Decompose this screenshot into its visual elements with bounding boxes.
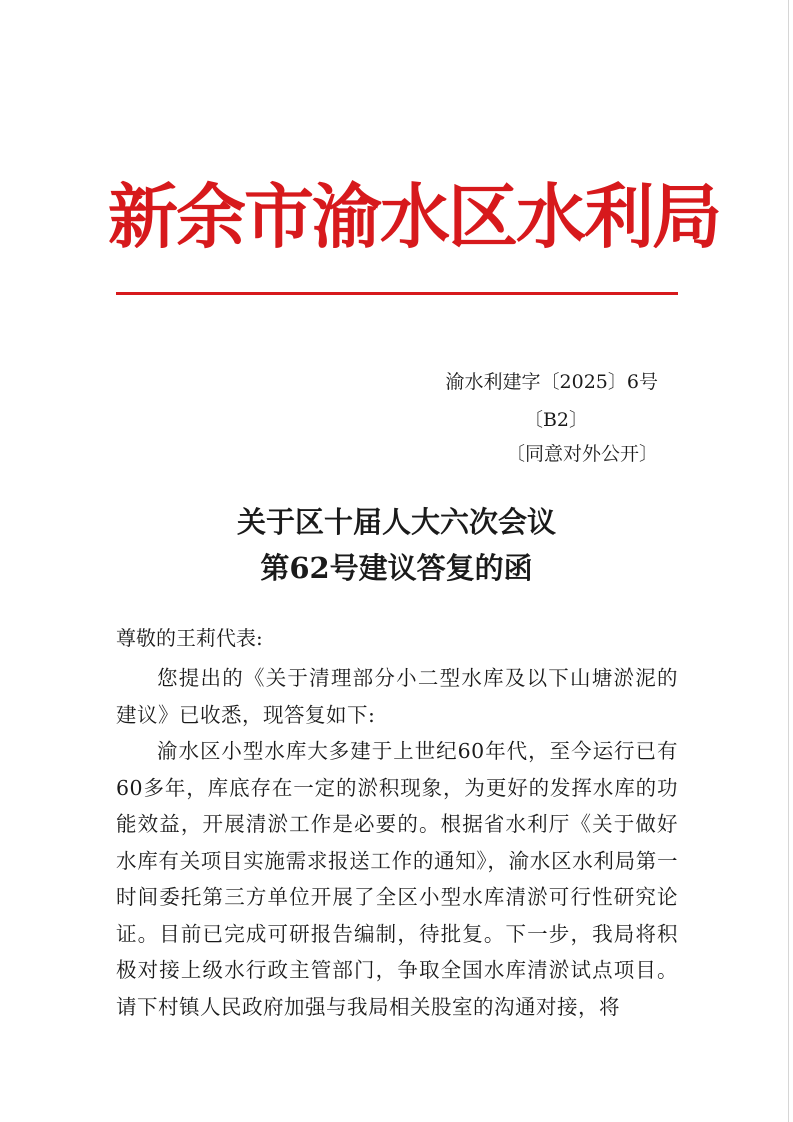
letterhead-red-rule [116,292,678,295]
letter-title-line-2: 第62号建议答复的函 [260,551,533,585]
letter-title-line-1: 关于区十届人大六次会议 [236,505,556,539]
document-number: 渝水利建字〔2025〕6号 [445,371,658,393]
scan-edge-line [788,0,789,1122]
salutation: 尊敬的王莉代表: [116,626,263,650]
disclosure-status: 〔同意对外公开〕 [505,443,658,465]
body-paragraph: 渝水区小型水库大多建于上世纪60年代，至今运行已有60多年，库底存在一定的淤积现象，为更好的发挥水库的功能效益，开展清淤工作是必要的。根据省水利厅《关于做好水库有关项目实施需求报送工作的通知》，渝水区水利局第一时间委托第三方单位开展了全区小型水库清淤可行性研究论证。目前已完成可研报告编制，待批复。下一步，我局将积极对接上级水行政主管部门，争取全国水库清淤试点项目。请下村镇人民政府加强与我局相关股室的沟通对接，将 [116,739,678,1019]
document-classification: 〔B2〕 [523,409,588,431]
body-paragraph: 您提出的《关于清理部分小二型水库及以下山塘淤泥的建议》已收悉，现答复如下: [116,666,678,727]
letterhead-agency-name: 新余市渝水区水利局 [108,175,720,258]
